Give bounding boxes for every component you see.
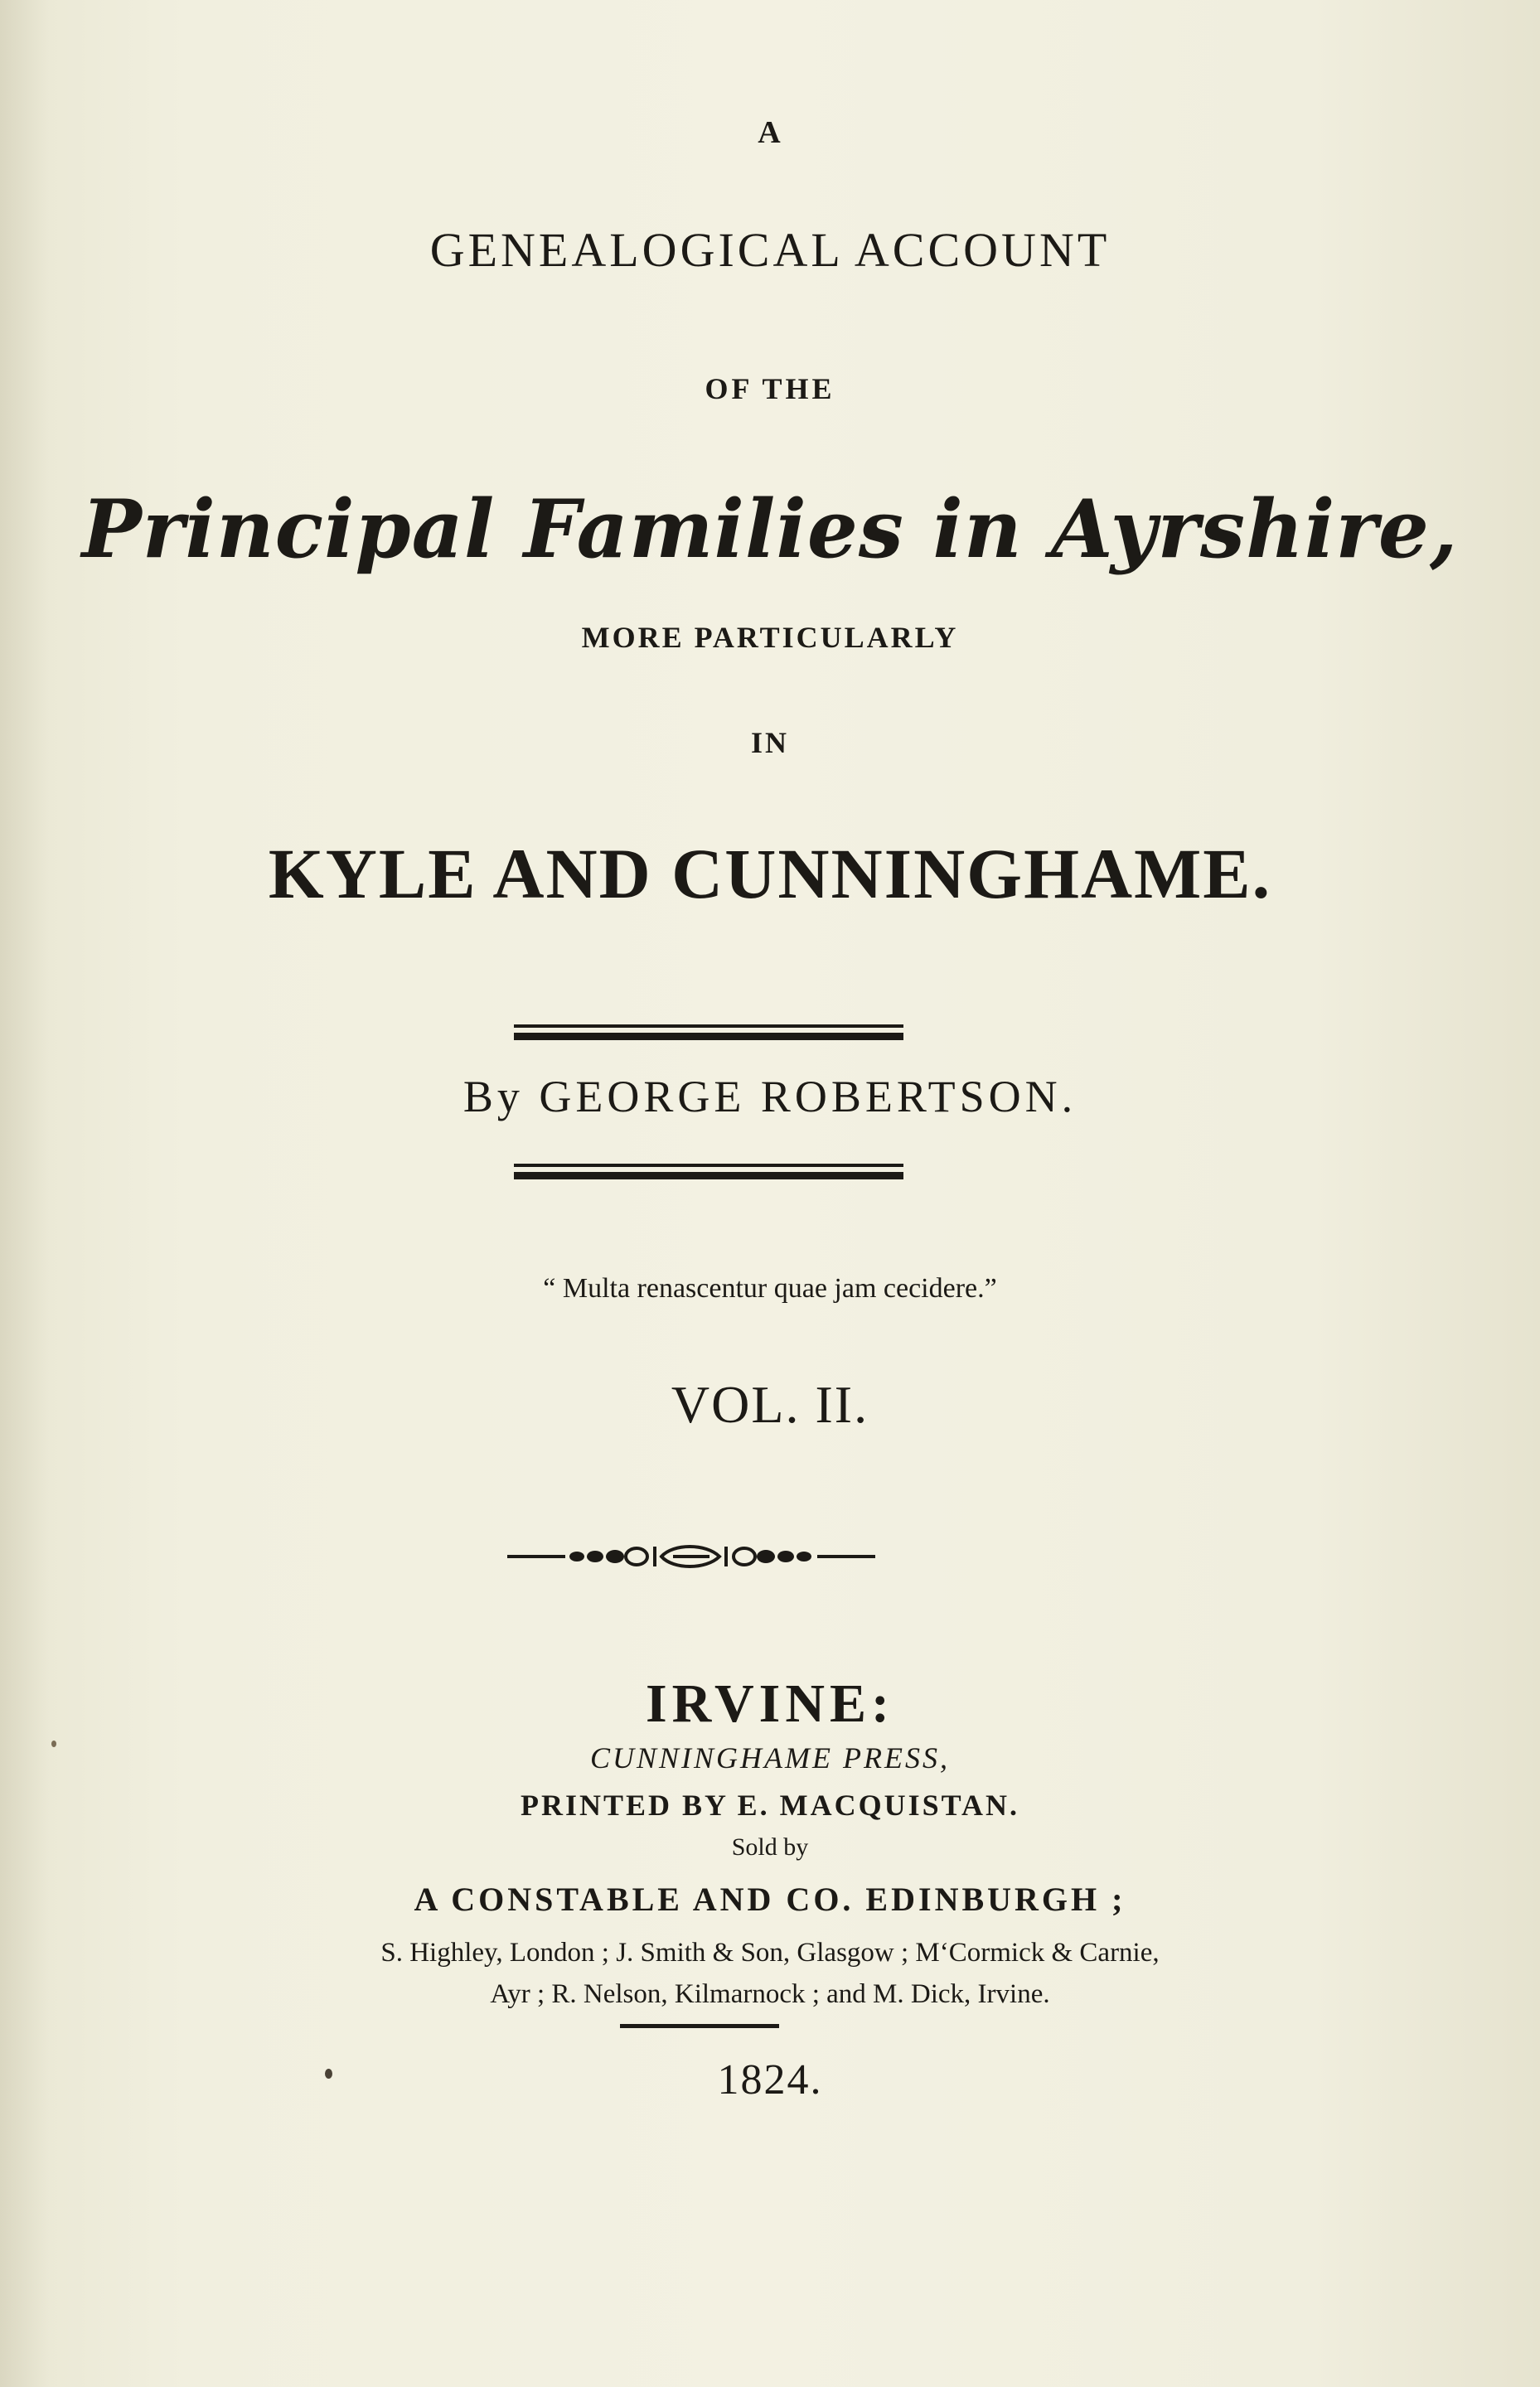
latin-motto: “ Multa renascentur quae jam cecidere.” [543, 1273, 997, 1304]
imprint-printer: PRINTED BY E. MACQUISTAN. [520, 1789, 1020, 1822]
title-in: IN [750, 726, 789, 759]
page-shadow [0, 0, 50, 2387]
title-of-the: OF THE [705, 372, 835, 405]
imprint-sold-by: Sold by [731, 1833, 809, 1861]
double-rule-top [514, 1024, 903, 1043]
paper-fleck [51, 1741, 56, 1747]
ink-fleck [325, 2069, 332, 2079]
double-rule-bottom [514, 1164, 903, 1182]
volume-number: VOL. II. [671, 1375, 869, 1434]
author-line: By GEORGE ROBERTSON. [462, 1072, 1078, 1121]
imprint-place: IRVINE: [645, 1673, 895, 1734]
imprint-sellers-line-1: S. Highley, London ; J. Smith & Son, Glasgow ; M‘Cormick & Carnie, [380, 1938, 1160, 1968]
title-article: A [758, 115, 782, 150]
title-kyle-and-cunninghame: KYLE AND CUNNINGHAME. [268, 834, 1272, 913]
printers-ornament [507, 1540, 938, 1573]
title-genealogical-account: GENEALOGICAL ACCOUNT [429, 223, 1111, 277]
imprint-year: 1824. [717, 2056, 823, 2104]
title-more-particularly: MORE PARTICULARLY [581, 621, 959, 654]
imprint-sellers-line-2: Ayr ; R. Nelson, Kilmarnock ; and M. Dick, Irvine. [490, 1979, 1050, 2009]
imprint-press: CUNNINGHAME PRESS, [590, 1741, 950, 1775]
imprint-rule [620, 2024, 779, 2028]
imprint-constable: A CONSTABLE AND CO. EDINBURGH ; [414, 1881, 1126, 1918]
title-principal-families: Principal Families in Ayrshire, [81, 482, 1459, 576]
